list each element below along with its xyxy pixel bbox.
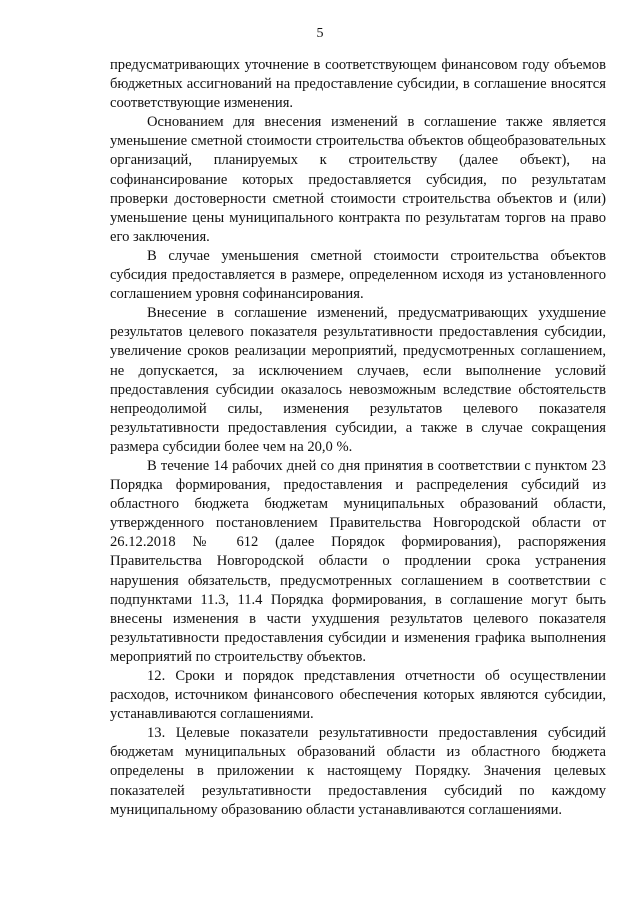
page-number: 5: [316, 26, 324, 41]
paragraph-14-days-changes: В течение 14 рабочих дней со дня принятия в соответствии с пунктом 23 Порядка формирования, предоставления и распределения субсидий из областного бюджета бюджетам муниципальных образований области, утвержденного постановлением Правительства Новгородской области от 26.12.2018 № 612 (далее Порядок формирования), распоряжения Правительства Новгородской области о продлении срока устранения нарушения обязательств, предусмотренных соглашением в соответствии с подпунктами 11.3, 11.4 Порядка формирования, в соглашение могут быть внесены изменения в части ухудшения результатов целевого показателя результативности предоставления субсидии и изменения графика выполнения мероприятий по строительству объектов.: [110, 457, 606, 665]
paragraph-cost-reduction: В случае уменьшения сметной стоимости строительства объектов субсидия предоставляется в размере, определенном исходя из установленного соглашением уровня софинансирования.: [110, 247, 606, 303]
paragraph-item-12: 12. Сроки и порядок представления отчетности об осуществлении расходов, источником финансового обеспечения которых являются субсидии, устанавливаются соглашениями.: [110, 668, 606, 723]
paragraph-continuation: предусматривающих уточнение в соответствующем финансовом году объемов бюджетных ассигнований на предоставление субсидии, в соглашение вносятся соответствующие изменения.: [110, 57, 606, 112]
paragraph-grounds-for-changes: Основанием для внесения изменений в соглашение также является уменьшение сметной стоимости строительства объектов общеобразовательных организаций, планируемых к строительству (далее объект), на софинансирование которых предоставляется субсидия, по результатам проверки достоверности сметной стоимости строительства объектов и (или) уменьшение цены муниципального контракта по результатам торгов на право его заключения.: [110, 114, 606, 245]
paragraph-item-13: 13. Целевые показатели результативности предоставления субсидий бюджетам муниципальных образований области из областного бюджета определены в приложении к настоящему Порядку. Значения целевых показателей результативности предоставления субсидий по каждому муниципальному образованию области устанавливаются соглашениями.: [110, 725, 606, 818]
document-body: [110, 56, 606, 820]
paragraph-prohibited-changes: Внесение в соглашение изменений, предусматривающих ухудшение результатов целевого показателя результативности предоставления субсидии, увеличение сроков реализации мероприятий, предусмотренных соглашением, не допускается, за исключением случаев, если выполнение условий предоставления субсидии оказалось невозможным вследствие обстоятельств непреодолимой силы, изменения результатов целевого показателя результативности предоставления субсидии, а также в случае сокращения размера субсидии более чем на 20,0 %.: [110, 305, 606, 455]
